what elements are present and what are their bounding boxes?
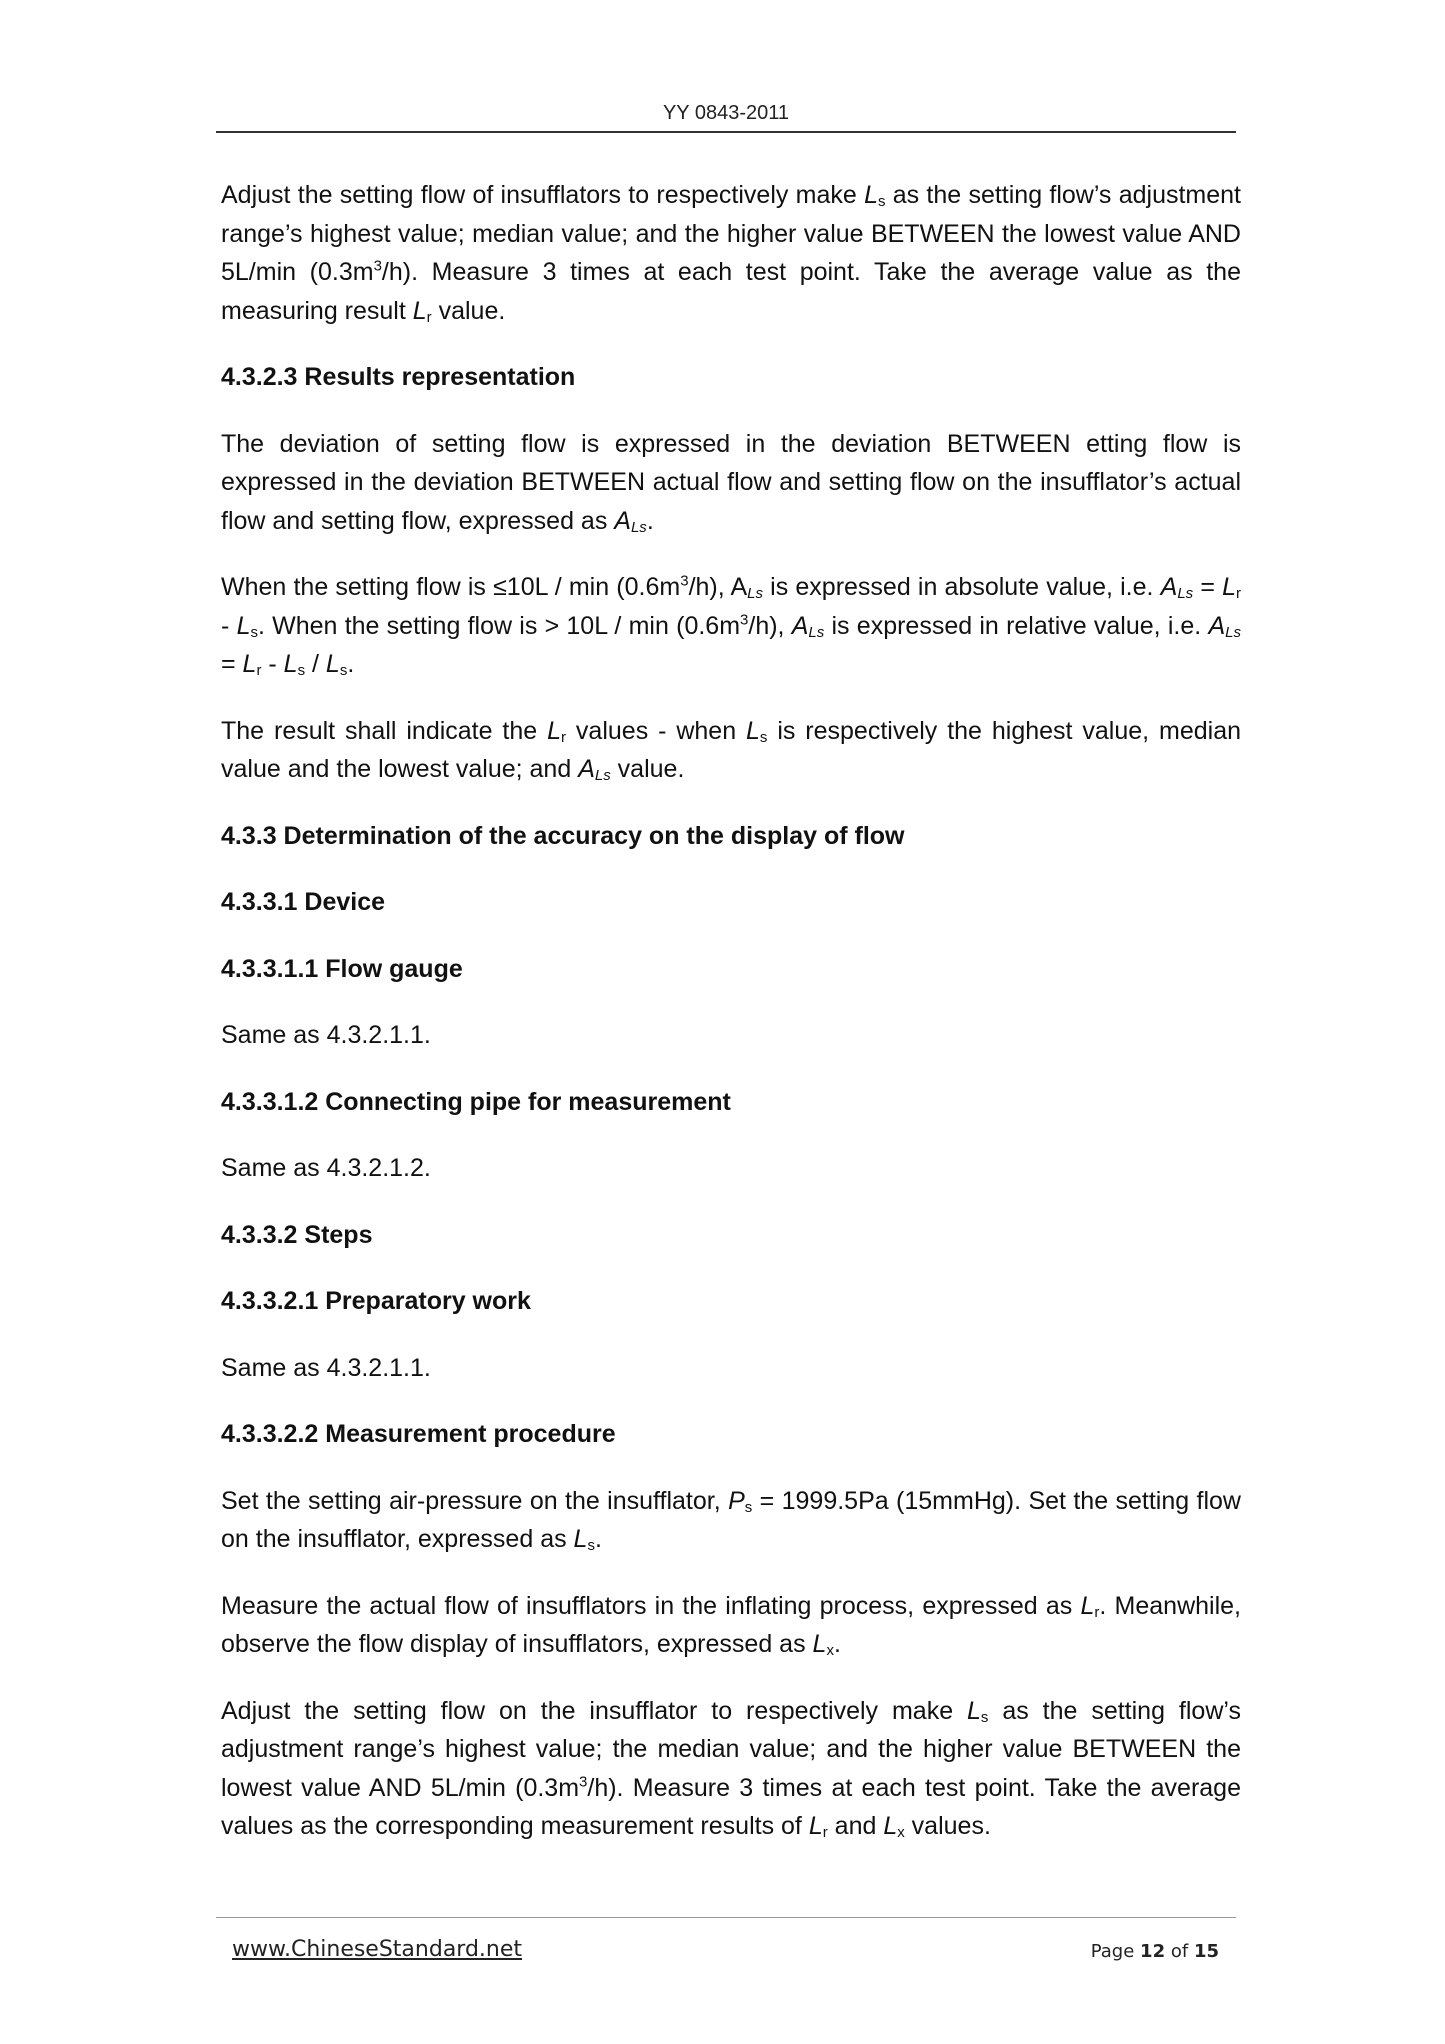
text: as the setting flow’s adjustment range’s highest value; median value; and the higher value BETWEEN the lowest value AND 5L/min (0.3m: [221, 181, 1241, 286]
symbol: L: [746, 716, 760, 745]
subscript: [631, 519, 647, 536]
subscript: s: [587, 1537, 595, 1554]
section-heading: 4.3.2.3 Results representation: [221, 363, 576, 391]
subscript: [1225, 624, 1241, 641]
text: values - when: [566, 716, 747, 745]
symbol: L: [325, 650, 340, 678]
symbol: L: [547, 716, 562, 745]
text: Adjust the setting flow of insufflators to respectively make: [221, 181, 865, 209]
text: Measure the actual flow of insufflators in the inflating process, expressed as: [221, 1591, 1081, 1620]
symbol: A: [791, 611, 809, 640]
subscript: s: [297, 662, 306, 679]
text: /h), A: [688, 573, 748, 601]
text: -: [221, 611, 237, 640]
superscript: 3: [579, 1773, 588, 1791]
subscript: [1177, 585, 1193, 602]
symbol: L: [812, 1630, 827, 1658]
text: /h). Measure 3 times at each test point. Take the average values as the corresponding measurement results of: [221, 1773, 1241, 1840]
paragraph-absolute-relative: [221, 568, 1241, 684]
page-word: Page: [1090, 1941, 1135, 1962]
current-page: 12: [1140, 1941, 1166, 1962]
symbol: L: [864, 181, 878, 209]
symbol: L: [573, 1525, 588, 1553]
document-code-header: YY 0843-2011: [662, 102, 790, 124]
subscript: r: [822, 1824, 828, 1841]
footer-divider: [216, 1917, 1236, 1918]
symbol: A: [1160, 573, 1178, 601]
symbol: L: [242, 650, 257, 678]
subscript: [808, 624, 824, 641]
subscript: x: [826, 1642, 834, 1659]
symbol: A: [614, 506, 631, 535]
subscript: r: [256, 662, 262, 679]
paragraph-adjust-setting-flow: [221, 176, 1241, 330]
text: is expressed in absolute value, i.e.: [763, 573, 1161, 601]
symbol: L: [808, 1812, 823, 1840]
subscript: s: [339, 662, 348, 679]
symbol: L: [412, 296, 427, 325]
symbol: Ls: [808, 623, 825, 641]
paragraph-same-as: Same as 4.3.2.1.1.: [221, 1353, 431, 1382]
text: as the setting flow’s adjustment range’s highest value; the median value; and the higher value BETWEEN the lowest value AND 5L/min (0.3m: [221, 1696, 1241, 1802]
text: =: [1193, 573, 1223, 601]
paragraph-result-indicate: [221, 712, 1241, 789]
symbol: Ls: [747, 585, 763, 602]
symbol: A: [1208, 611, 1226, 640]
symbol: L: [1080, 1591, 1095, 1620]
text: Set the setting air-pressure on the insufflator,: [221, 1486, 729, 1515]
section-heading: 4.3.3.2 Steps: [221, 1220, 373, 1249]
paragraph-same-as: Same as 4.3.2.1.1.: [221, 1021, 431, 1049]
text: The deviation of setting flow is expressed in the deviation BETWEEN etting flow is expressed in the deviation BETWEEN actual flow and setting flow on the insufflator’s actual flow and setting flow, expressed as: [221, 429, 1241, 535]
symbol: L: [236, 611, 251, 640]
subscript: s: [250, 623, 258, 641]
superscript: 3: [680, 572, 689, 590]
subscript: r: [1236, 585, 1241, 602]
page-number: [1091, 1941, 1219, 1962]
symbol: L: [283, 650, 298, 678]
section-heading: 4.3.3.2.2 Measurement procedure: [221, 1420, 616, 1448]
text: /: [305, 650, 326, 678]
subscript: s: [877, 193, 886, 210]
text: and: [827, 1812, 884, 1840]
symbol: P: [728, 1486, 745, 1515]
text: = 1999.5Pa (15mmHg). Set the setting flow on the insufflator, expressed as: [221, 1486, 1241, 1553]
of-word: of: [1170, 1941, 1189, 1962]
text: . Meanwhile, observe the flow display of insufflators, expressed as: [221, 1591, 1241, 1658]
symbol: A: [578, 755, 595, 783]
section-heading: 4.3.3.1.1 Flow gauge: [221, 954, 463, 983]
text: -: [261, 650, 284, 678]
text: value.: [431, 296, 506, 325]
text: /h),: [748, 611, 792, 640]
subscript: s: [980, 1708, 989, 1726]
subscript: x: [897, 1824, 905, 1841]
text: When the setting flow is ≤10L / min (0.6m: [221, 573, 681, 601]
text: .: [347, 650, 355, 678]
header-divider: [216, 131, 1236, 133]
section-heading: 4.3.3.1 Device: [221, 888, 386, 916]
text: .: [594, 1525, 602, 1553]
section-heading: 4.3.3.1.2 Connecting pipe for measurement: [221, 1087, 731, 1116]
symbol: L: [883, 1812, 898, 1840]
superscript: 3: [740, 611, 749, 629]
symbol: Ls: [630, 518, 647, 536]
subscript: s: [744, 1498, 753, 1516]
subscript: s: [759, 728, 768, 746]
subscript: [747, 585, 763, 602]
symbol: L: [967, 1696, 981, 1725]
paragraph-adjust-setting-flow-2: [221, 1692, 1241, 1846]
paragraph-same-as: Same as 4.3.2.1.2.: [221, 1154, 431, 1182]
section-heading: 4.3.3.2.1 Preparatory work: [221, 1287, 531, 1315]
symbol: Ls: [1177, 585, 1194, 602]
document-body: [221, 176, 1241, 1846]
text: .: [833, 1630, 841, 1658]
superscript: 3: [373, 257, 382, 275]
subscript: r: [1094, 1603, 1100, 1621]
subscript: r: [426, 308, 432, 326]
website-link[interactable]: www.ChineseStandard.net: [232, 1937, 523, 1962]
text: /h). Measure 3 times at each test point. Take the average value as the measuring result: [221, 258, 1241, 325]
total-pages: 15: [1193, 1941, 1219, 1962]
text: is respectively the highest value, median value and the lowest value; and: [221, 716, 1242, 783]
text: The result shall indicate the: [221, 716, 548, 745]
text: . When the setting flow is > 10L / min (0.6m: [257, 611, 741, 640]
symbol: L: [1222, 573, 1236, 601]
text: Adjust the setting flow on the insufflator to respectively make: [221, 1696, 968, 1725]
text: value.: [610, 755, 685, 783]
text: .: [646, 506, 654, 535]
paragraph-deviation: [221, 425, 1241, 541]
symbol: Ls: [1225, 623, 1241, 641]
section-heading: 4.3.3 Determination of the accuracy on the display of flow: [221, 821, 905, 850]
subscript: [595, 767, 611, 784]
text: =: [221, 650, 243, 678]
subscript: r: [561, 728, 567, 746]
paragraph-measure-actual: [221, 1587, 1241, 1664]
text: is expressed in relative value, i.e.: [824, 611, 1209, 640]
text: values.: [904, 1812, 991, 1840]
symbol: Ls: [594, 767, 611, 784]
paragraph-set-pressure: [221, 1482, 1241, 1559]
